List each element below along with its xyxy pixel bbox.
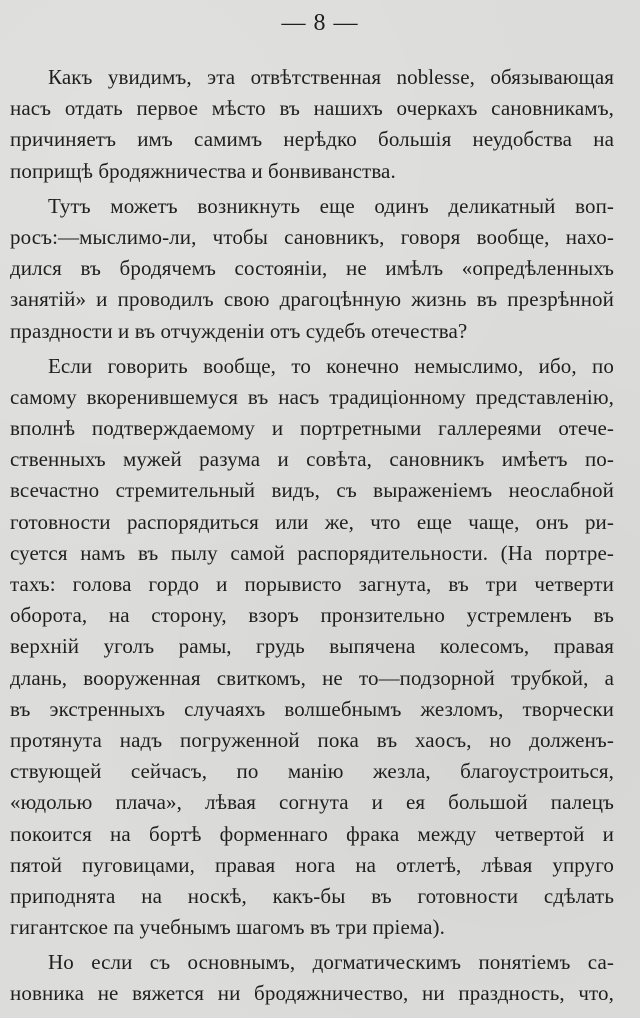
text-line: готовности распорядиться или же, что еще чаще, онъ ри- bbox=[10, 509, 614, 534]
text-line: вполнѣ подтверждаемому и портретными галлереями отече- bbox=[10, 416, 614, 441]
text-line: новника не вяжется ни бродяжничество, ни праздность, что, bbox=[10, 981, 614, 1006]
text-line: пятой пуговицами, правая нога на отлетѣ, лѣвая упруго bbox=[10, 852, 614, 877]
text-line: оборота, на сторону, взоръ пронзительно устремленъ въ bbox=[10, 603, 614, 628]
text-line: дился въ бродячемъ состояніи, не имѣлъ «опредѣленныхъ bbox=[10, 256, 614, 281]
text-line: покоится на бортѣ форменнаго фрака между четвертой и bbox=[10, 821, 614, 846]
paragraph-2 bbox=[10, 191, 614, 347]
paragraph-3 bbox=[10, 351, 614, 944]
page-text bbox=[10, 62, 614, 1010]
text-line: росъ:—мыслимо-ли, чтобы сановникъ, говоря вообще, нахо- bbox=[10, 224, 614, 249]
text-line: поприщѣ бродяжничества и бонвиванства. bbox=[10, 158, 396, 183]
text-line: суется намъ въ пылу самой распорядительности. (На портре- bbox=[10, 540, 614, 565]
text-line: причиняетъ имъ самимъ нерѣдко большія неудобства на bbox=[10, 127, 614, 152]
text-line: всечастно стремительный видъ, съ выраженіемъ неослабной bbox=[10, 478, 614, 503]
text-line: верхній уголъ рамы, грудь выпячена колесомъ, правая bbox=[10, 634, 614, 659]
text-line: тахъ: голова гордо и порывисто загнута, въ три четверти bbox=[10, 572, 614, 596]
text-line: насъ отдать первое мѣсто въ нашихъ очеркахъ сановникамъ, bbox=[10, 96, 614, 121]
text-line: Какъ увидимъ, эта отвѣтственная noblesse, обязывающая bbox=[48, 65, 614, 89]
text-line: ственныхъ мужей разума и совѣта, сановникъ имѣетъ по- bbox=[10, 447, 614, 472]
paragraph-1 bbox=[10, 62, 614, 187]
text-line: гигантское па учебнымъ шагомъ въ три пріема). bbox=[10, 915, 445, 940]
text-line: длань, вооруженная свиткомъ, не то—подзорной трубкой, а bbox=[10, 665, 614, 690]
paragraph-4 bbox=[10, 947, 614, 1009]
text-line: «юдолью плача», лѣвая согнута и ея большой палецъ bbox=[10, 790, 614, 815]
page-number: — 8 — bbox=[281, 10, 359, 36]
text-line: въ экстренныхъ случаяхъ волшебнымъ жезломъ, творчески bbox=[10, 696, 614, 721]
text-line: Тутъ можетъ возникнуть еще одинъ деликатный воп- bbox=[48, 193, 614, 218]
text-line: самому вкоренившемуся въ насъ традиціонному представленію, bbox=[10, 384, 614, 409]
text-line: Если говорить вообще, то конечно немыслимо, ибо, по bbox=[48, 353, 614, 378]
text-line: протянута надъ погруженной пока въ хаосъ, но долженъ- bbox=[10, 727, 614, 752]
text-line: ствующей сейчасъ, по манію жезла, благоустроиться, bbox=[10, 759, 614, 784]
text-line: приподнята на носкѣ, какъ-бы въ готовности сдѣлать bbox=[10, 883, 614, 908]
text-line: занятій» и проводилъ свою драгоцѣнную жизнь въ презрѣнной bbox=[10, 287, 614, 312]
text-line: праздности и въ отчужденіи отъ судебъ отечества? bbox=[10, 318, 468, 343]
text-line: Но если съ основнымъ, догматическимъ понятіемъ са- bbox=[48, 950, 614, 975]
